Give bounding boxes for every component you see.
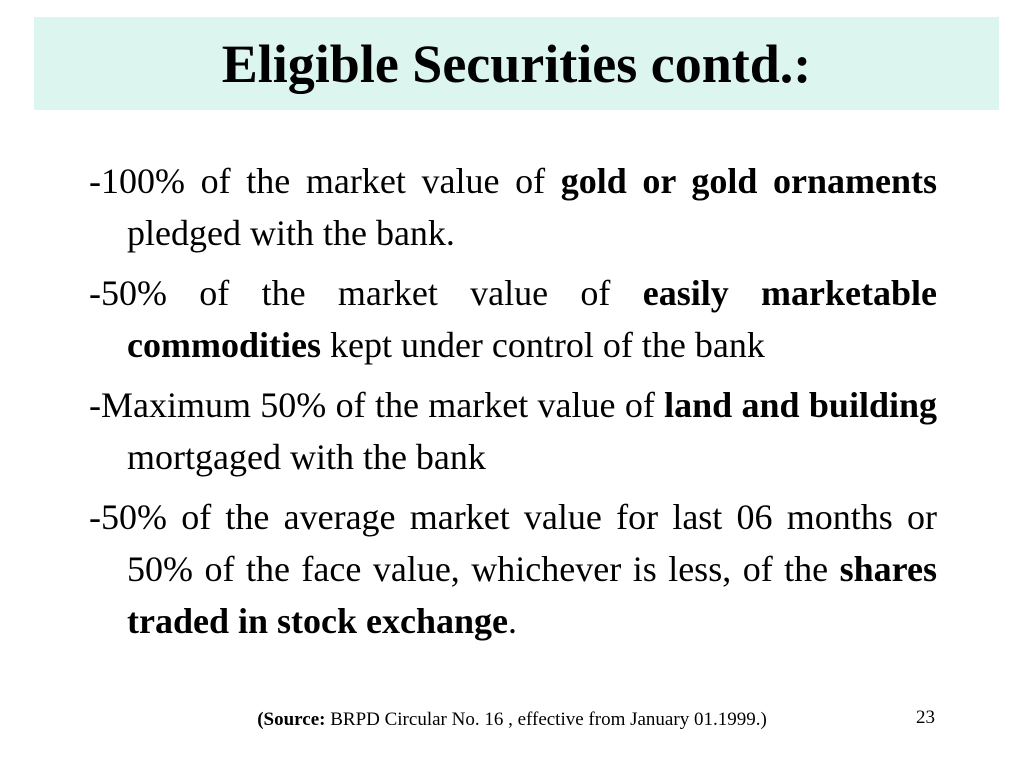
- source-note: [0, 709, 1024, 731]
- page-number: 23: [916, 707, 935, 728]
- bullet-commodities: [89, 267, 937, 371]
- bullet-text: kept under control of the bank: [320, 325, 765, 365]
- bullet-text: -Maximum 50% of the market value of: [89, 385, 665, 425]
- bullet-land-building: [89, 379, 937, 483]
- source-open-paren: (: [257, 709, 264, 730]
- bullet-text: mortgaged with the bank: [127, 437, 486, 477]
- bullet-emphasis: gold or gold ornaments: [560, 161, 937, 201]
- slide-title: Eligible Securities contd.:: [221, 33, 812, 94]
- bullet-text: pledged with the bank.: [127, 213, 455, 253]
- bullet-gold: [89, 155, 937, 259]
- bullet-text: .: [508, 601, 517, 641]
- bullet-text: -50% of the market value of: [89, 273, 643, 313]
- bullet-text: -50% of the average market value for last 06 months or 50% of the face value, whichever is less, of the: [89, 497, 937, 589]
- bullet-shares: [89, 491, 937, 647]
- bullet-emphasis: easily marketable commodities: [127, 273, 937, 365]
- bullet-text: -100% of the market value of: [89, 161, 561, 201]
- source-text: BRPD Circular No. 16 , effective from January 01.1999.): [325, 709, 767, 730]
- bullet-emphasis: land and building: [664, 385, 937, 425]
- source-label: Source:: [263, 709, 326, 730]
- title-banner: [34, 17, 999, 110]
- slide-body: [89, 155, 937, 655]
- bullet-emphasis: shares traded in stock exchange: [127, 549, 937, 641]
